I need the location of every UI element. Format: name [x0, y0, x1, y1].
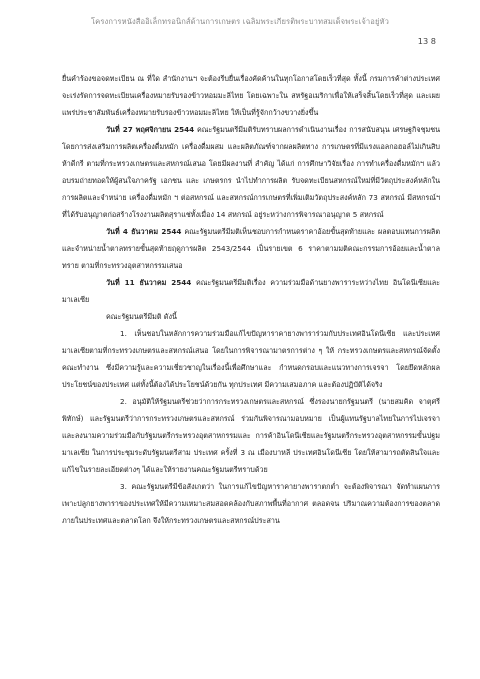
paragraph-text: คณะรัฐมนตรีมีมติเห็นชอบการกำหนดราคาอ้อยขั้นสุดท้ายและ ผลตอบแทนการผลิตและจำหน่ายน้ำตาลทรายขั้นสุดท้ายฤดูการผลิต 2543/2544 เป็นรายเขต 6 ราคาตามมติคณะกรรมการอ้อยและน้ำตาลทราย ตามที่กระทรวงอุตสาหกรรมเสนอ [62, 227, 440, 270]
body-text [62, 70, 440, 529]
resolution-item-1 [62, 325, 440, 393]
paragraph-4-dec-2544 [62, 223, 440, 274]
date-heading: วันที่ 11 ธันวาคม 2544 [106, 278, 192, 287]
page-number: 13 8 [417, 36, 436, 46]
paragraph-text: คณะรัฐมนตรีมีมติเรื่อง ความร่วมมือด้านยางพาราระหว่างไทย อินโดนีเซียและมาเลเซีย [62, 278, 440, 304]
paragraph-continued [62, 70, 440, 121]
paragraph-text: 2. อนุมัติให้รัฐมนตรีช่วยว่าการกระทรวงเกษตรและสหกรณ์ ซึ่งรองนายกรัฐมนตรี (นายสมคิด จาตุศรีพิทักษ์) และรัฐมนตรีว่าการกระทรวงเกษตรและสหกรณ์ ร่วมกันพิจารณามอบหมาย เป็นผู้แทนรัฐบาลไทยในการไปเจรจา และลงนามความร่วมมือกับรัฐมนตรีกระทรวงอุตสาหกรรมและ การค้าอินโดนีเซียและรัฐมนตรีกระทรวงอุตสาหกรรมขั้นปฐมมาเลเซีย ในการประชุมระดับรัฐมนตรีสาม ประเทศ ครั้งที่ 3 ณ เมืองบาหลี ประเทศอินโดนีเซีย โดยให้สามารถตัดสินใจและแก้ไขในรายละเอียดต่างๆ ได้และให้รายงานคณะรัฐมนตรีทราบด้วย [62, 397, 440, 474]
date-heading: วันที่ 4 ธันวาคม 2544 [106, 227, 182, 236]
paragraph-27-nov-2544 [62, 121, 440, 223]
paragraph-text: 1. เห็นชอบในหลักการความร่วมมือแก้ไขปัญหาราคายางพาราร่วมกับประเทศอินโดนีเซีย และประเทศมาเลเซียตามที่กระทรวงเกษตรและสหกรณ์เสนอ โดยในการพิจารณามาตรการต่าง ๆ ให้ กระทรวงเกษตรและสหกรณ์จัดตั้งคณะทำงาน ซึ่งมีความรู้และความเชี่ยวชาญในเรื่องนี้เพื่อศึกษาและ กำหนดกรอบและแนวทางการเจรจา โดยยึดหลักผลประโยชน์ของประเทศ แต่ทั้งนี้ต้องได้ประโยชน์ด้วยกัน ทุกประเทศ มีความเสมอภาค และต้องปฏิบัติได้จริง [62, 329, 440, 389]
date-heading: วันที่ 27 พฤศจิกายน 2544 [106, 125, 195, 134]
paragraph-text: 3. คณะรัฐมนตรีมีข้อสังเกตว่า ในการแก้ไขปัญหาราคายางพาราตกต่ำ จะต้องพิจารณา จัดทำแผนการเพาะปลูกยางพาราของประเทศให้มีความเหมาะสมสอดคล้องกับสภาพพื้นที่อากาศ ตลอดจน ปริมาณความต้องการของตลาดภายในประเทศและตลาดโลก จึงให้กระทรวงเกษตรและสหกรณ์ประสาน [62, 482, 440, 525]
paragraph-text: คณะรัฐมนตรีมีมติรับทราบผลการดำเนินงานเรื่อง การสนับสนุน เศรษฐกิจชุมชนโดยการส่งเสริมการผลิตเครื่องดื่มหมัก เครื่องดื่มผสม และผลิตภัณฑ์จากผลผลิตทาง การเกษตรที่มีแรงแอลกอฮอล์ไม่เกินสิบห้าดีกรี ตามที่กระทรวงเกษตรและสหกรณ์เสนอ โดยมีผลงานที่ สำคัญ ได้แก่ การศึกษาวิจัยเรื่อง การทำเครื่องดื่มหมักฯ แล้วอบรมถ่ายทอดให้ผู้สนใจภาครัฐ เอกชน และ เกษตรกร นำไปทำการผลิต รับจดทะเบียนสหกรณ์ใหม่ที่มีวัตถุประสงค์หลักในการผลิตและจำหน่าย เครื่องดื่มหมัก ฯ ต่อสหกรณ์ และสหกรณ์การเกษตรที่เพิ่มเติมวัตถุประสงค์หลัก 73 สหกรณ์ มีสหกรณ์ฯ ที่ได้รับอนุญาตก่อสร้างโรงงานผลิตสุราแช่ทั้งเมื่อง 14 สหกรณ์ อยู่ระหว่างการพิจารณาอนุญาต 5 สหกรณ์ [62, 125, 440, 219]
running-header: โครงการหนังสืออิเล็กทรอนิกส์ด้านการเกษตร เฉลิมพระเกียรติพระบาทสมเด็จพระเจ้าอยู่หัว [91, 17, 389, 26]
paragraph-11-dec-2544 [62, 274, 440, 308]
resolution-item-3 [62, 478, 440, 529]
paragraph-text: ยื่นคำร้องขอจดทะเบียน ณ ที่ใด สำนักงานฯ จะต้องรีบยื่นเรื่องคัดค้านในทุกโอกาสโดยเร็วที่สุด ทั้งนี้ กรมการค้าต่างประเทศจะเร่งรัดการจดทะเบียนเครื่องหมายรับรองข้าวหอมมะลิไทย โดยเฉพาะใน สหรัฐอเมริกาเพื่อให้เสร็จสิ้นโดยเร็วที่สุด และเผยแพร่ประชาสัมพันธ์เครื่องหมายรับรองข้าวหอมมะลิไทย ให้เป็นที่รู้จักกว้างขวางยิ่งขึ้น [62, 74, 440, 117]
resolution-item-2 [62, 393, 440, 478]
resolution-intro [62, 308, 440, 325]
paragraph-text: คณะรัฐมนตรีมีมติ ดังนี้ [106, 312, 177, 321]
